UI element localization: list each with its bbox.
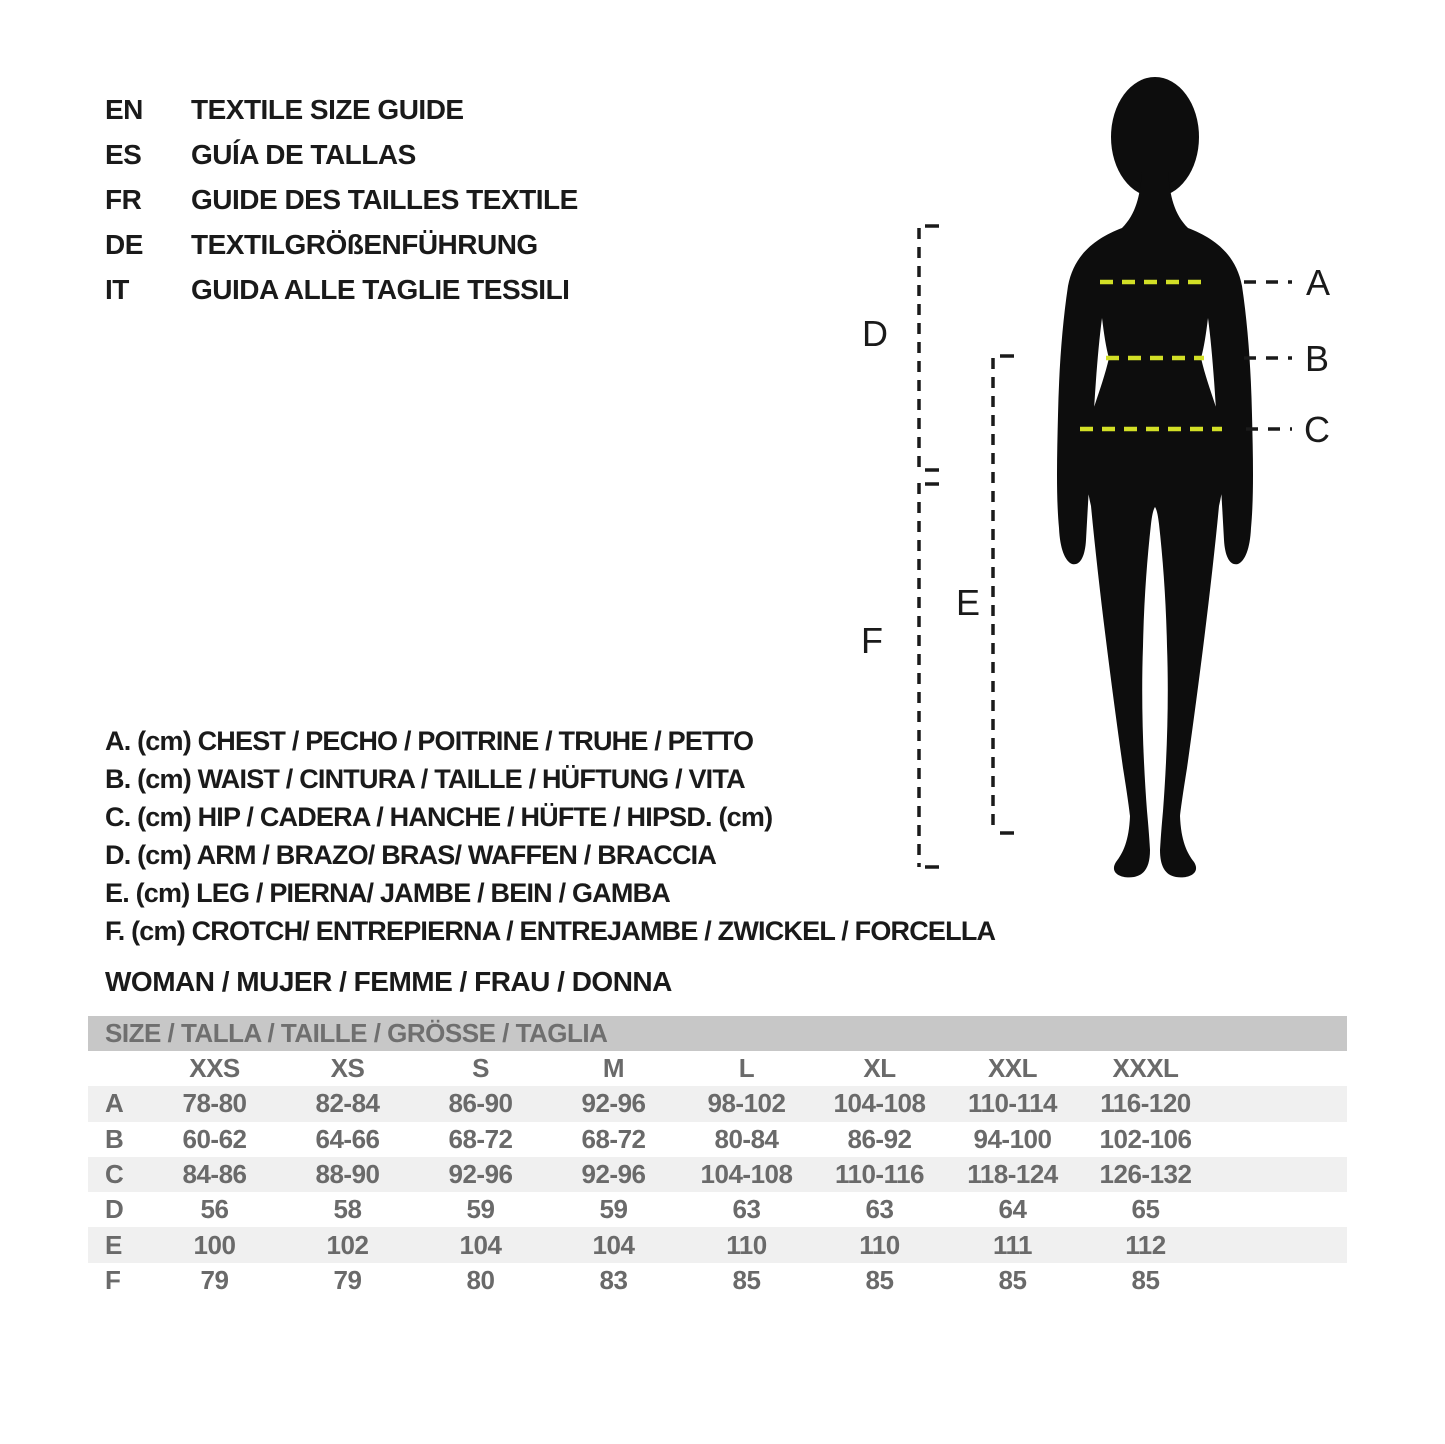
table-cell: 92-96: [448, 1159, 513, 1190]
table-cell: 68-72: [581, 1123, 646, 1154]
table-header-label: SIZE / TALLA / TAILLE / GRÖSSE / TAGLIA: [105, 1018, 608, 1048]
table-cell: 92-96: [581, 1159, 646, 1190]
language-row-en: [105, 94, 578, 139]
table-cell: 78-80: [182, 1088, 247, 1119]
table-cell: 104-108: [700, 1159, 793, 1190]
table-cell: 88-90: [315, 1159, 380, 1190]
row-label: F: [105, 1264, 121, 1295]
table-cell: 104: [592, 1229, 635, 1260]
language-row-es: [105, 139, 578, 184]
table-cell: 85: [1131, 1264, 1160, 1295]
legend-hip: C. (cm) HIP / CADERA / HANCHE / HÜFTE / HIPSD. (cm): [105, 802, 773, 832]
table-cell: 80: [466, 1264, 495, 1295]
table-cell: 83: [599, 1264, 628, 1295]
table-cell: 79: [333, 1264, 362, 1295]
legend-crotch: F. (cm) CROTCH/ ENTREPIERNA / ENTREJAMBE / ZWICKEL / FORCELLA: [105, 916, 996, 946]
table-cell: 85: [732, 1264, 761, 1295]
table-cell: 104-108: [833, 1088, 926, 1119]
table-cell: 100: [193, 1229, 236, 1260]
table-cell: 102: [326, 1229, 369, 1260]
language-code: IT: [105, 274, 129, 305]
language-title: TEXTILE SIZE GUIDE: [191, 94, 464, 125]
row-label: A: [105, 1088, 124, 1119]
language-code: ES: [105, 139, 142, 170]
language-title: TEXTILGRÖßENFÜHRUNG: [191, 229, 538, 260]
table-cell: 63: [732, 1194, 761, 1225]
row-label: B: [105, 1123, 124, 1154]
woman-silhouette: [1057, 77, 1253, 877]
table-cell: 63: [865, 1194, 894, 1225]
table-cell: 60-62: [182, 1123, 247, 1154]
measurement-legend: [105, 726, 995, 954]
table-row-b: [88, 1122, 1347, 1157]
gender-title: WOMAN / MUJER / FEMME / FRAU / DONNA: [105, 966, 672, 997]
legend-arm: D. (cm) ARM / BRAZO/ BRAS/ WAFFEN / BRACCIA: [105, 840, 717, 870]
size-col-header: XXS: [189, 1053, 240, 1084]
language-title-block: [105, 94, 578, 319]
size-col-header: XL: [863, 1053, 896, 1084]
table-row-d: [88, 1192, 1347, 1227]
table-cell: 110-114: [967, 1088, 1058, 1119]
table-cell: 64-66: [315, 1123, 380, 1154]
label-crotch-f: F: [861, 620, 883, 661]
size-col-header: S: [472, 1053, 489, 1084]
row-label: E: [105, 1229, 122, 1260]
size-col-header: M: [602, 1053, 625, 1084]
table-cell: 86-90: [448, 1088, 513, 1119]
label-arm-d: D: [862, 313, 888, 354]
table-row-c: [88, 1157, 1347, 1192]
size-col-header: L: [738, 1053, 755, 1084]
table-cell: 111: [992, 1229, 1032, 1260]
table-cell: 85: [998, 1264, 1027, 1295]
table-row-e: [88, 1227, 1347, 1262]
size-table: [88, 1016, 1347, 1298]
language-code: DE: [105, 229, 143, 260]
size-col-header: XS: [330, 1053, 365, 1084]
language-code: EN: [105, 94, 143, 125]
legend-chest: A. (cm) CHEST / PECHO / POITRINE / TRUHE / PETTO: [105, 726, 754, 756]
legend-waist: B. (cm) WAIST / CINTURA / TAILLE / HÜFTUNG / VITA: [105, 764, 745, 794]
row-label: D: [105, 1194, 124, 1225]
size-col-header: XXL: [987, 1053, 1038, 1084]
table-cell: 80-84: [714, 1123, 779, 1154]
table-cell: 59: [599, 1194, 628, 1225]
legend-leg: E. (cm) LEG / PIERNA/ JAMBE / BEIN / GAMBA: [105, 878, 670, 908]
language-row-fr: [105, 184, 578, 229]
table-cell: 85: [865, 1264, 894, 1295]
table-cell: 86-92: [847, 1123, 912, 1154]
language-row-de: [105, 229, 578, 274]
size-col-header: XXXL: [1112, 1053, 1179, 1084]
language-title: GUIDA ALLE TAGLIE TESSILI: [191, 274, 570, 305]
table-cell: 126-132: [1099, 1159, 1192, 1190]
table-cell: 102-106: [1099, 1123, 1192, 1154]
table-cell: 64: [998, 1194, 1027, 1225]
table-cell: 82-84: [315, 1088, 380, 1119]
table-cell: 110: [726, 1229, 767, 1260]
table-cell: 59: [466, 1194, 495, 1225]
table-cell: 58: [333, 1194, 362, 1225]
row-label: C: [105, 1159, 124, 1190]
label-hip-c: C: [1304, 409, 1330, 450]
table-cell: 110-116: [834, 1159, 925, 1190]
table-cell: 112: [1125, 1229, 1166, 1260]
label-chest-a: A: [1305, 262, 1331, 303]
table-cell: 104: [459, 1229, 502, 1260]
table-cell: 94-100: [973, 1123, 1052, 1154]
table-cell: 79: [200, 1264, 229, 1295]
table-cell: 110: [859, 1229, 900, 1260]
size-header-row: [88, 1051, 1347, 1086]
table-header-bar: [88, 1016, 1347, 1051]
language-row-it: [105, 274, 578, 319]
table-row-a: [88, 1086, 1347, 1121]
table-cell: 116-120: [1100, 1088, 1191, 1119]
language-code: FR: [105, 184, 142, 215]
table-cell: 92-96: [581, 1088, 646, 1119]
table-cell: 98-102: [707, 1088, 786, 1119]
language-title: GUIDE DES TAILLES TEXTILE: [191, 184, 578, 215]
table-cell: 118-124: [967, 1159, 1058, 1190]
table-row-f: [88, 1263, 1347, 1298]
table-cell: 84-86: [182, 1159, 247, 1190]
language-title: GUÍA DE TALLAS: [191, 139, 416, 170]
label-waist-b: B: [1304, 338, 1330, 379]
table-cell: 68-72: [448, 1123, 513, 1154]
table-cell: 65: [1131, 1194, 1160, 1225]
table-cell: 56: [200, 1194, 229, 1225]
label-leg-e: E: [955, 582, 981, 623]
